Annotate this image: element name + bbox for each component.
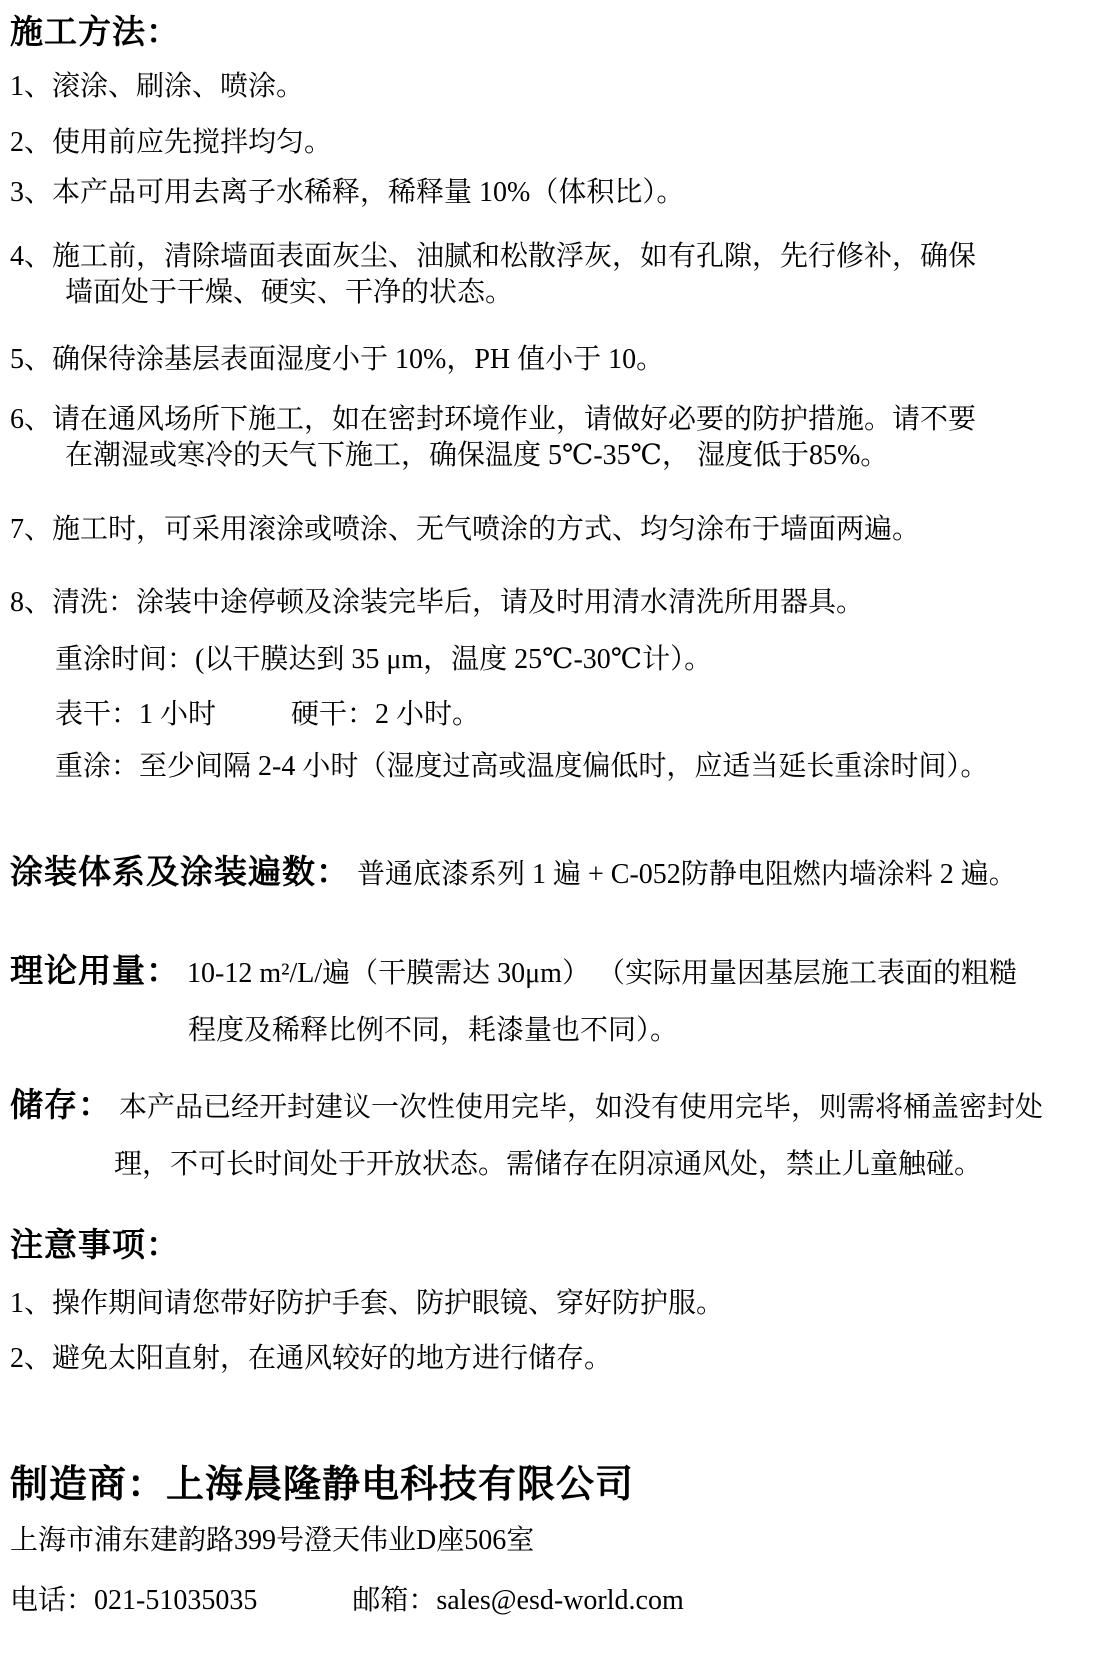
item-6-line-2: 在潮湿或寒冷的天气下施工，确保温度 5℃-35℃， 湿度低于85%。 <box>65 440 889 471</box>
hard-dry-time: 硬干：2 小时。 <box>291 699 481 730</box>
item-4-line-1: 4、施工前，清除墙面表面灰尘、油腻和松散浮灰，如有孔隙，先行修补，确保 <box>10 241 977 272</box>
section-heading-construction-method: 施工方法： <box>10 15 180 51</box>
recoat-time-line: 重涂时间：(以干膜达到 35 μm，温度 25℃-30℃计）。 <box>55 644 713 675</box>
construction-item-5: 5、确保待涂基层表面湿度小于 10%，PH 值小于 10。 <box>10 344 665 375</box>
item-6-line-1: 6、请在通风场所下施工，如在密封环境作业，请做好必要的防护措施。请不要 <box>10 404 977 435</box>
manufacturer-address: 上海市浦东建韵路399号澄天伟业D座506室 <box>10 1525 535 1556</box>
storage-text: 本产品已经开封建议一次性使用完毕，如没有使用完毕，则需将桶盖密封处 <box>119 1092 1044 1123</box>
construction-item-4 <box>10 239 1060 311</box>
dry-time-line <box>10 697 1060 733</box>
usage-text: 10-12 m²/L/遍（干膜需达 30μm） （实际用量因基层施工表面的粗糙 <box>187 958 1017 989</box>
item-4-line-2: 墙面处于干燥、硬实、干净的状态。 <box>65 277 514 308</box>
usage-line-2: 程度及稀释比例不同，耗漆量也不同）。 <box>188 1015 679 1046</box>
coating-system-line <box>10 855 1060 893</box>
coating-system-label: 涂装体系及涂装遍数： <box>10 855 350 891</box>
construction-item-8: 8、清洗：涂装中途停顿及涂装完毕后，请及时用清水清洗所用器具。 <box>10 587 865 618</box>
manufacturer-email: 邮箱：sales@esd-world.com <box>352 1585 684 1616</box>
storage-line-1 <box>10 1088 1060 1126</box>
manufacturer-phone: 电话：021-51035035 <box>10 1585 258 1616</box>
storage-line-2: 理，不可长时间处于开放状态。需储存在阴凉通风处，禁止儿童触碰。 <box>114 1149 983 1180</box>
usage-line-1 <box>10 954 1060 992</box>
construction-item-7: 7、施工时，可采用滚涂或喷涂、无气喷涂的方式、均匀涂布于墙面两遍。 <box>10 514 921 545</box>
coating-system-text: 普通底漆系列 1 遍 + C-052防静电阻燃内墙涂料 2 遍。 <box>357 859 1017 890</box>
recoat-interval-line: 重涂：至少间隔 2-4 小时（湿度过高或温度偏低时，应适当延长重涂时间）。 <box>55 751 989 782</box>
construction-item-2: 2、使用前应先搅拌均匀。 <box>10 127 333 158</box>
storage-label: 储存： <box>10 1088 112 1124</box>
section-heading-precautions: 注意事项： <box>10 1228 180 1264</box>
construction-item-6 <box>10 402 1060 474</box>
surface-dry-time: 表干：1 小时 <box>55 699 217 730</box>
manufacturer-contact-line <box>10 1583 1060 1619</box>
storage-section <box>10 1088 1060 1183</box>
construction-item-3: 3、本产品可用去离子水稀释，稀释量 10%（体积比）。 <box>10 177 685 208</box>
manufacturer-title: 制造商：上海晨隆静电科技有限公司 <box>10 1464 635 1506</box>
precaution-item-1: 1、操作期间请您带好防护手套、防护眼镜、穿好防护服。 <box>10 1288 725 1319</box>
usage-section <box>10 954 1060 1049</box>
usage-label: 理论用量： <box>10 954 180 990</box>
precaution-item-2: 2、避免太阳直射，在通风较好的地方进行储存。 <box>10 1343 613 1374</box>
construction-item-1: 1、滚涂、刷涂、喷涂。 <box>10 71 305 102</box>
